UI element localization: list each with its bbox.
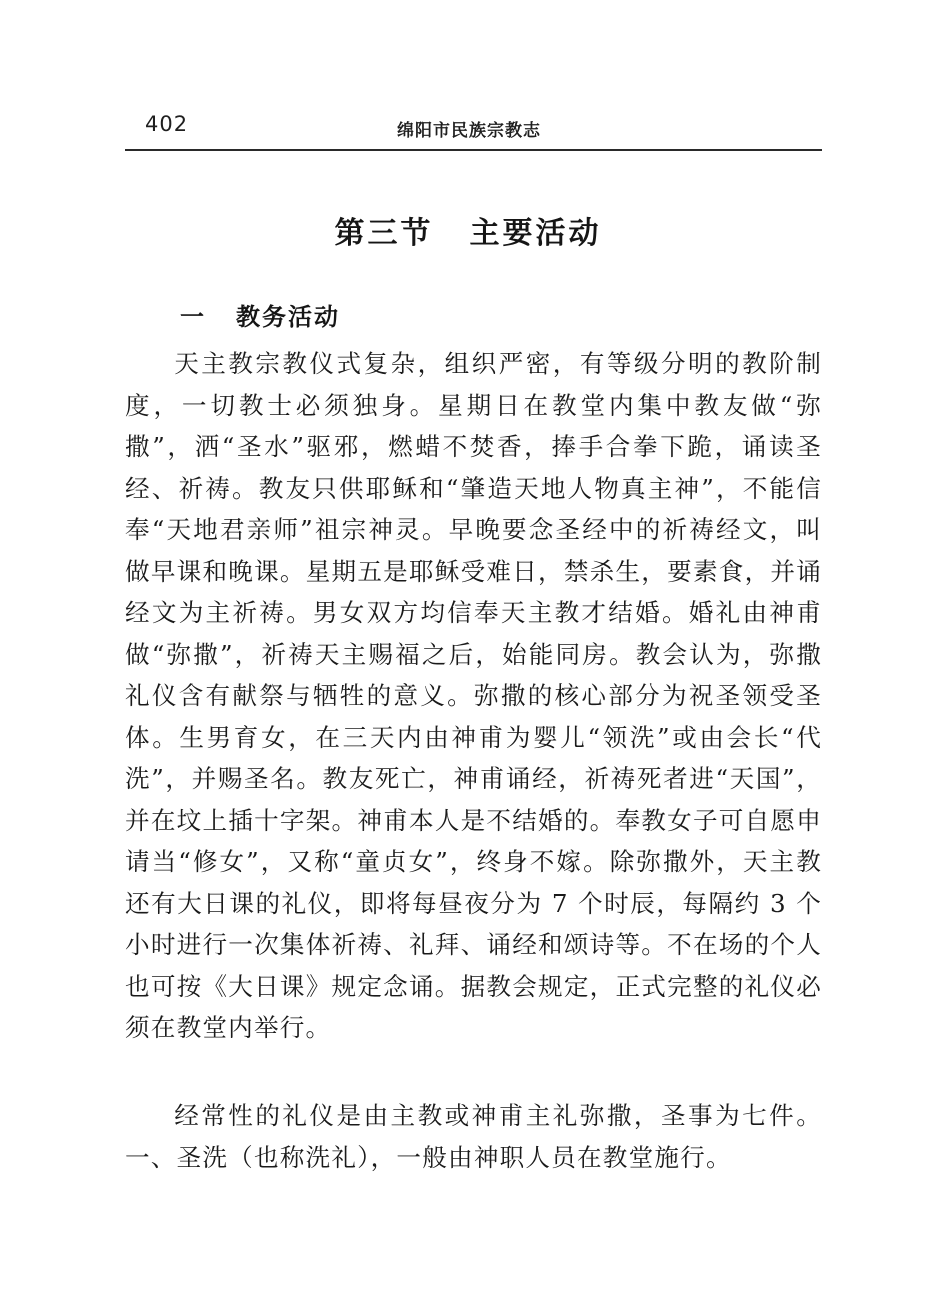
body-paragraph: 天主教宗教仪式复杂，组织严密，有等级分明的教阶制度，一切教士必须独身。星期日在教堂内集中教友做“弥撒”，洒“圣水”驱邪，燃蜡不焚香，捧手合拳下跪，诵读圣经、祈祷。教友只供耶稣和“肇造天地人物真主神”，不能信奉“天地君亲师”祖宗神灵。早晚要念圣经中的祈祷经文，叫做早课和晚课。星期五是耶稣受难日，禁杀生，要素食，并诵经文为主祈祷。男女双方均信奉天主教才结婚。婚礼由神甫做“弥撒”，祈祷天主赐福之后，始能同房。教会认为，弥撒礼仪含有献祭与牺牲的意义。弥撒的核心部分为祝圣领受圣体。生男育女，在三天内由神甫为婴儿“领洗”或由会长“代洗”，并赐圣名。教友死亡，神甫诵经，祈祷死者进“天国”，并在坟上插十字架。神甫本人是不结婚的。奉教女子可自愿申请当“修女”，又称“童贞女”，终身不嫁。除弥撒外，天主教还有大日课的礼仪，即将每昼夜分为 7 个时辰，每隔约 3 个小时进行一次集体祈祷、礼拜、诵经和颂诗等。不在场的个人也可按《大日课》规定念诵。据教会规定，正式完整的礼仪必须在教堂内举行。 <box>125 349 822 1042</box>
subsection-name: 教务活动 <box>236 303 340 331</box>
section-title <box>0 208 936 252</box>
body-paragraph: 经常性的礼仪是由主教或神甫主礼弥撒，圣事为七件。一、圣洗（也称洗礼），一般由神职人员在教堂施行。 <box>125 1101 822 1172</box>
running-title: 绵阳市民族宗教志 <box>397 121 541 141</box>
subsection-number: 一 <box>180 303 206 331</box>
section-name: 主要活动 <box>469 216 602 251</box>
page-number: 402 <box>145 112 189 136</box>
subsection-title <box>180 297 340 332</box>
header-rule <box>125 149 822 151</box>
section-label: 第三节 <box>334 216 434 251</box>
page-header <box>125 112 822 148</box>
